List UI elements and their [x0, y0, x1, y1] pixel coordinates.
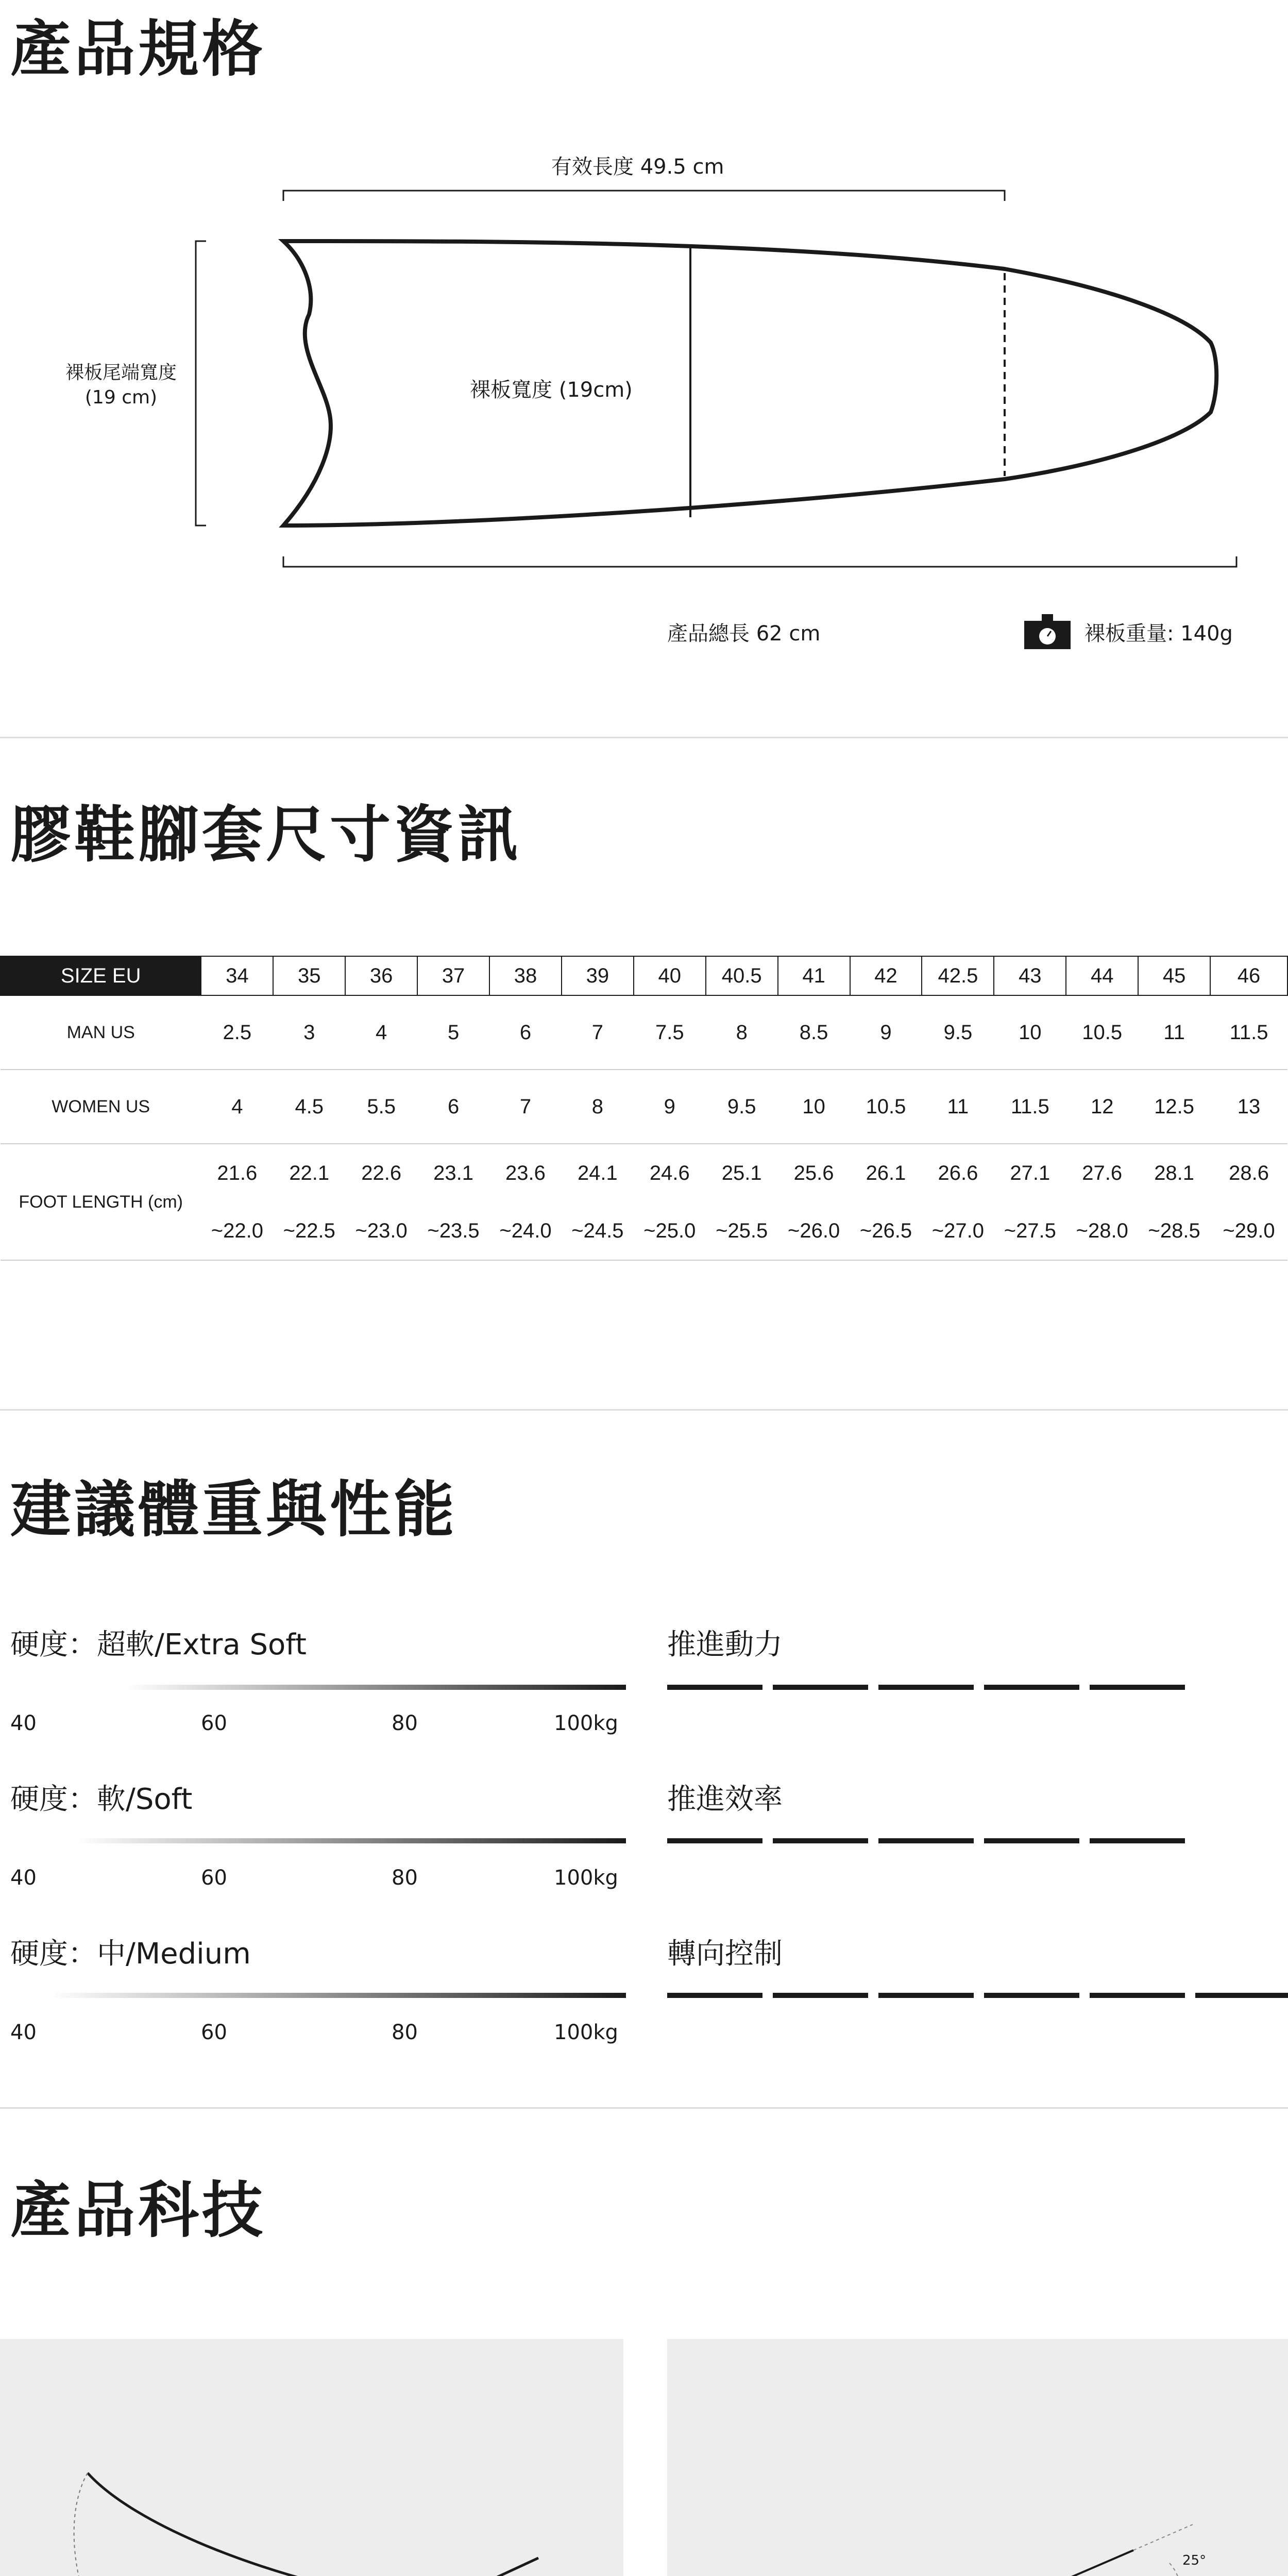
women-cell: 9.5: [706, 1070, 778, 1144]
scale-tick: 40: [10, 1866, 37, 1890]
performance-segment: [773, 1993, 868, 1998]
foot-min-cell: 21.6: [217, 1161, 258, 1184]
scale-tick: 40: [10, 2021, 37, 2044]
foot-max-cell: ~26.5: [850, 1202, 922, 1260]
men-label: MAN US: [1, 995, 201, 1070]
weight-title: 建議體重與性能: [10, 1474, 458, 1545]
performance-segment: [1090, 1838, 1185, 1843]
tech-title: 產品科技: [10, 2175, 266, 2246]
size-table: [0, 956, 1288, 1261]
fin-blade-diagram: [0, 124, 1288, 649]
size-cell: 36: [345, 956, 417, 995]
women-cell: 6: [417, 1070, 489, 1144]
size-header-label: SIZE EU: [1, 956, 201, 995]
women-label: WOMEN US: [1, 1070, 201, 1144]
men-cell: 9: [850, 995, 922, 1070]
women-cell: 11: [922, 1070, 994, 1144]
women-cell: 10.5: [850, 1070, 922, 1144]
scale-tick: 100kg: [554, 2021, 618, 2044]
foot-min-cell: 26.6: [938, 1161, 978, 1184]
foot-min-cell: 23.1: [433, 1161, 473, 1184]
men-cell: 8.5: [778, 995, 850, 1070]
foot-length-row: [1, 1144, 1287, 1202]
men-cell: 7: [562, 995, 634, 1070]
foot-max-cell: ~29.0: [1210, 1202, 1287, 1260]
curvature-flex-image: [0, 2339, 623, 2576]
scale-tick: 80: [392, 1866, 418, 1890]
women-cell: 11.5: [994, 1070, 1066, 1144]
performance-segment: [984, 1685, 1079, 1690]
angle-label: 25°: [1182, 2553, 1207, 2568]
foot-max-cell: ~24.0: [489, 1202, 562, 1260]
men-cell: 5: [417, 995, 489, 1070]
hardness-soft: 硬度：軟/Soft: [10, 1783, 193, 1816]
scale-tick: 80: [392, 2021, 418, 2044]
size-cell: 40.5: [706, 956, 778, 995]
weight-gradient-bar: [0, 1993, 626, 1998]
men-cell: 3: [273, 995, 345, 1070]
efficient-angle-image: [667, 2339, 1288, 2576]
size-cell: 39: [562, 956, 634, 995]
size-cell: 34: [201, 956, 273, 995]
men-size-row: [1, 995, 1287, 1070]
hardness-extra-soft: 硬度：超軟/Extra Soft: [10, 1628, 307, 1662]
foot-max-cell: ~27.0: [922, 1202, 994, 1260]
performance-segment: [667, 1993, 762, 1998]
men-cell: 8: [706, 995, 778, 1070]
foot-max-cell: ~23.5: [417, 1202, 489, 1260]
size-cell: 44: [1066, 956, 1138, 995]
men-cell: 4: [345, 995, 417, 1070]
perf-label-power: 推進動力: [667, 1628, 783, 1662]
performance-segment: [984, 1993, 1079, 1998]
size-cell: 38: [489, 956, 562, 995]
foot-min-cell: 27.1: [1010, 1161, 1050, 1184]
spec-title: 產品規格: [10, 13, 266, 84]
divider: [0, 2107, 1288, 2109]
women-cell: 10: [778, 1070, 850, 1144]
foot-min-cell: 28.6: [1229, 1161, 1269, 1184]
women-cell: 4: [201, 1070, 273, 1144]
foot-max-cell: ~26.0: [778, 1202, 850, 1260]
size-title: 膠鞋腳套尺寸資訊: [10, 799, 522, 870]
women-cell: 7: [489, 1070, 562, 1144]
foot-max-cell: ~25.5: [706, 1202, 778, 1260]
size-cell: 37: [417, 956, 489, 995]
performance-segment: [1090, 1993, 1185, 1998]
foot-max-cell: ~23.0: [345, 1202, 417, 1260]
women-cell: 9: [634, 1070, 706, 1144]
women-cell: 5.5: [345, 1070, 417, 1144]
scale-tick: 40: [10, 1711, 37, 1735]
women-cell: 12.5: [1138, 1070, 1210, 1144]
size-cell: 42.5: [922, 956, 994, 995]
foot-max-cell: ~25.0: [634, 1202, 706, 1260]
men-cell: 11.5: [1210, 995, 1287, 1070]
scale-tick: 80: [392, 1711, 418, 1735]
scale-tick: 60: [201, 1711, 227, 1735]
foot-max-cell: ~27.5: [994, 1202, 1066, 1260]
women-cell: 8: [562, 1070, 634, 1144]
foot-max-cell: ~22.0: [201, 1202, 273, 1260]
performance-segment: [878, 1838, 974, 1843]
men-cell: 10.5: [1066, 995, 1138, 1070]
scale-tick: 100kg: [554, 1711, 618, 1735]
scale-icon: [1024, 614, 1071, 649]
foot-max-cell: ~28.0: [1066, 1202, 1138, 1260]
women-cell: 13: [1210, 1070, 1287, 1144]
weight-label: 裸板重量: 140g: [1084, 622, 1233, 646]
performance-segment: [667, 1838, 762, 1843]
perf-label-steering: 轉向控制: [667, 1937, 783, 1971]
divider: [0, 737, 1288, 738]
performance-segment: [984, 1838, 1079, 1843]
size-cell: 43: [994, 956, 1066, 995]
size-cell: 35: [273, 956, 345, 995]
foot-max-cell: ~22.5: [273, 1202, 345, 1260]
men-cell: 9.5: [922, 995, 994, 1070]
total-length-label: 產品總長 62 cm: [667, 622, 821, 646]
foot-min-cell: 27.6: [1082, 1161, 1123, 1184]
performance-segment: [667, 1685, 762, 1690]
size-cell: 42: [850, 956, 922, 995]
weight-gradient-bar: [0, 1838, 626, 1843]
foot-min-cell: 25.1: [721, 1161, 762, 1184]
performance-segment: [1195, 1993, 1288, 1998]
size-cell: 41: [778, 956, 850, 995]
men-cell: 2.5: [201, 995, 273, 1070]
effective-length-label: 有效長度 49.5 cm: [551, 155, 724, 179]
performance-segment: [878, 1685, 974, 1690]
scale-tick: 100kg: [554, 1866, 618, 1890]
foot-min-cell: 24.1: [577, 1161, 618, 1184]
foot-max-cell: ~28.5: [1138, 1202, 1210, 1260]
foot-max-cell: ~24.5: [562, 1202, 634, 1260]
foot-min-cell: 24.6: [649, 1161, 690, 1184]
hardness-medium: 硬度：中/Medium: [10, 1937, 251, 1971]
performance-segment: [1090, 1685, 1185, 1690]
scale-tick: 60: [201, 2021, 227, 2044]
perf-label-efficiency: 推進效率: [667, 1783, 783, 1816]
size-cell: 45: [1138, 956, 1210, 995]
foot-min-cell: 26.1: [866, 1161, 906, 1184]
size-cell: 40: [634, 956, 706, 995]
foot-min-cell: 28.1: [1154, 1161, 1195, 1184]
scale-tick: 60: [201, 1866, 227, 1890]
foot-min-cell: 22.1: [289, 1161, 330, 1184]
foot-min-cell: 23.6: [505, 1161, 546, 1184]
performance-segment: [878, 1993, 974, 1998]
foot-min-cell: 22.6: [361, 1161, 402, 1184]
performance-bar-efficiency: [667, 1838, 1288, 1843]
performance-bar-steering: [667, 1993, 1288, 1998]
performance-bar-power: [667, 1685, 1288, 1690]
men-cell: 10: [994, 995, 1066, 1070]
women-cell: 12: [1066, 1070, 1138, 1144]
performance-segment: [773, 1838, 868, 1843]
blade-width-label: 裸板寬度 (19cm): [470, 378, 633, 402]
tail-width-label: 裸板尾端寬度 (19 cm): [65, 362, 177, 408]
men-cell: 6: [489, 995, 562, 1070]
men-cell: 7.5: [634, 995, 706, 1070]
foot-length-label: FOOT LENGTH (cm): [1, 1144, 201, 1260]
men-cell: 11: [1138, 995, 1210, 1070]
weight-gradient-bar: [0, 1685, 626, 1690]
size-cell: 46: [1210, 956, 1287, 995]
women-cell: 4.5: [273, 1070, 345, 1144]
performance-segment: [773, 1685, 868, 1690]
size-header-row: [1, 956, 1287, 995]
women-size-row: [1, 1070, 1287, 1144]
foot-min-cell: 25.6: [793, 1161, 834, 1184]
divider: [0, 1409, 1288, 1411]
